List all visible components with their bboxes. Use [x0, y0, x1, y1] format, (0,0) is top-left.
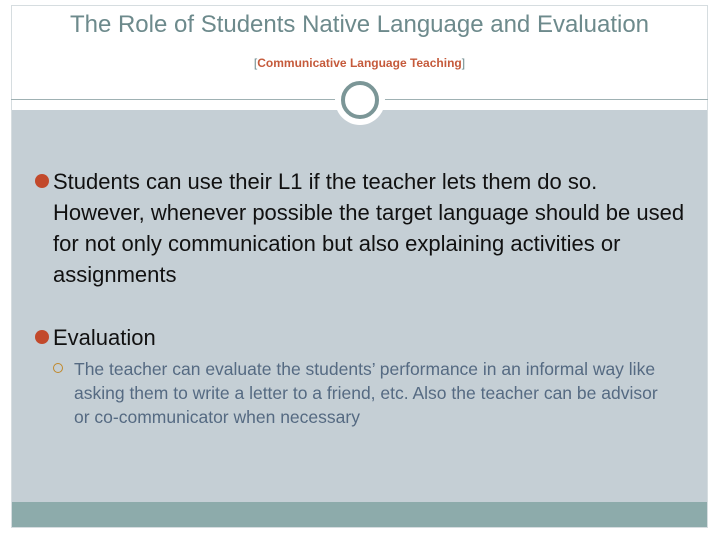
subtitle-text: Communicative Language Teaching: [257, 56, 462, 70]
sub-bullet-text: The teacher can evaluate the students’ performance in an informal way like asking them to write a letter to a friend, etc. Also the teacher can be advisor or co-communicator when necessary: [74, 359, 658, 427]
slide-subtitle: [11, 56, 708, 70]
subtitle-open-bracket: [: [253, 56, 258, 70]
slide-title: The Role of Students Native Language and Evaluation: [69, 11, 650, 38]
bullet-dot-icon: [35, 174, 49, 188]
divider-circle-icon: [341, 81, 379, 119]
bullet-item-evaluation: [35, 322, 685, 353]
subtitle-close-bracket: ]: [461, 56, 466, 70]
sub-bullet-ring-icon: [53, 363, 63, 373]
bullet-text: Students can use their L1 if the teacher lets them do so. However, whenever possible the target language should be used for not only communication but also explaining activities or assignments: [53, 169, 685, 287]
sub-bullet-item: [53, 357, 673, 429]
footer-bar: [12, 502, 707, 527]
bullet-dot-icon: [35, 330, 49, 344]
bullet-item: [35, 166, 685, 290]
bullet-text: Evaluation: [53, 325, 156, 350]
